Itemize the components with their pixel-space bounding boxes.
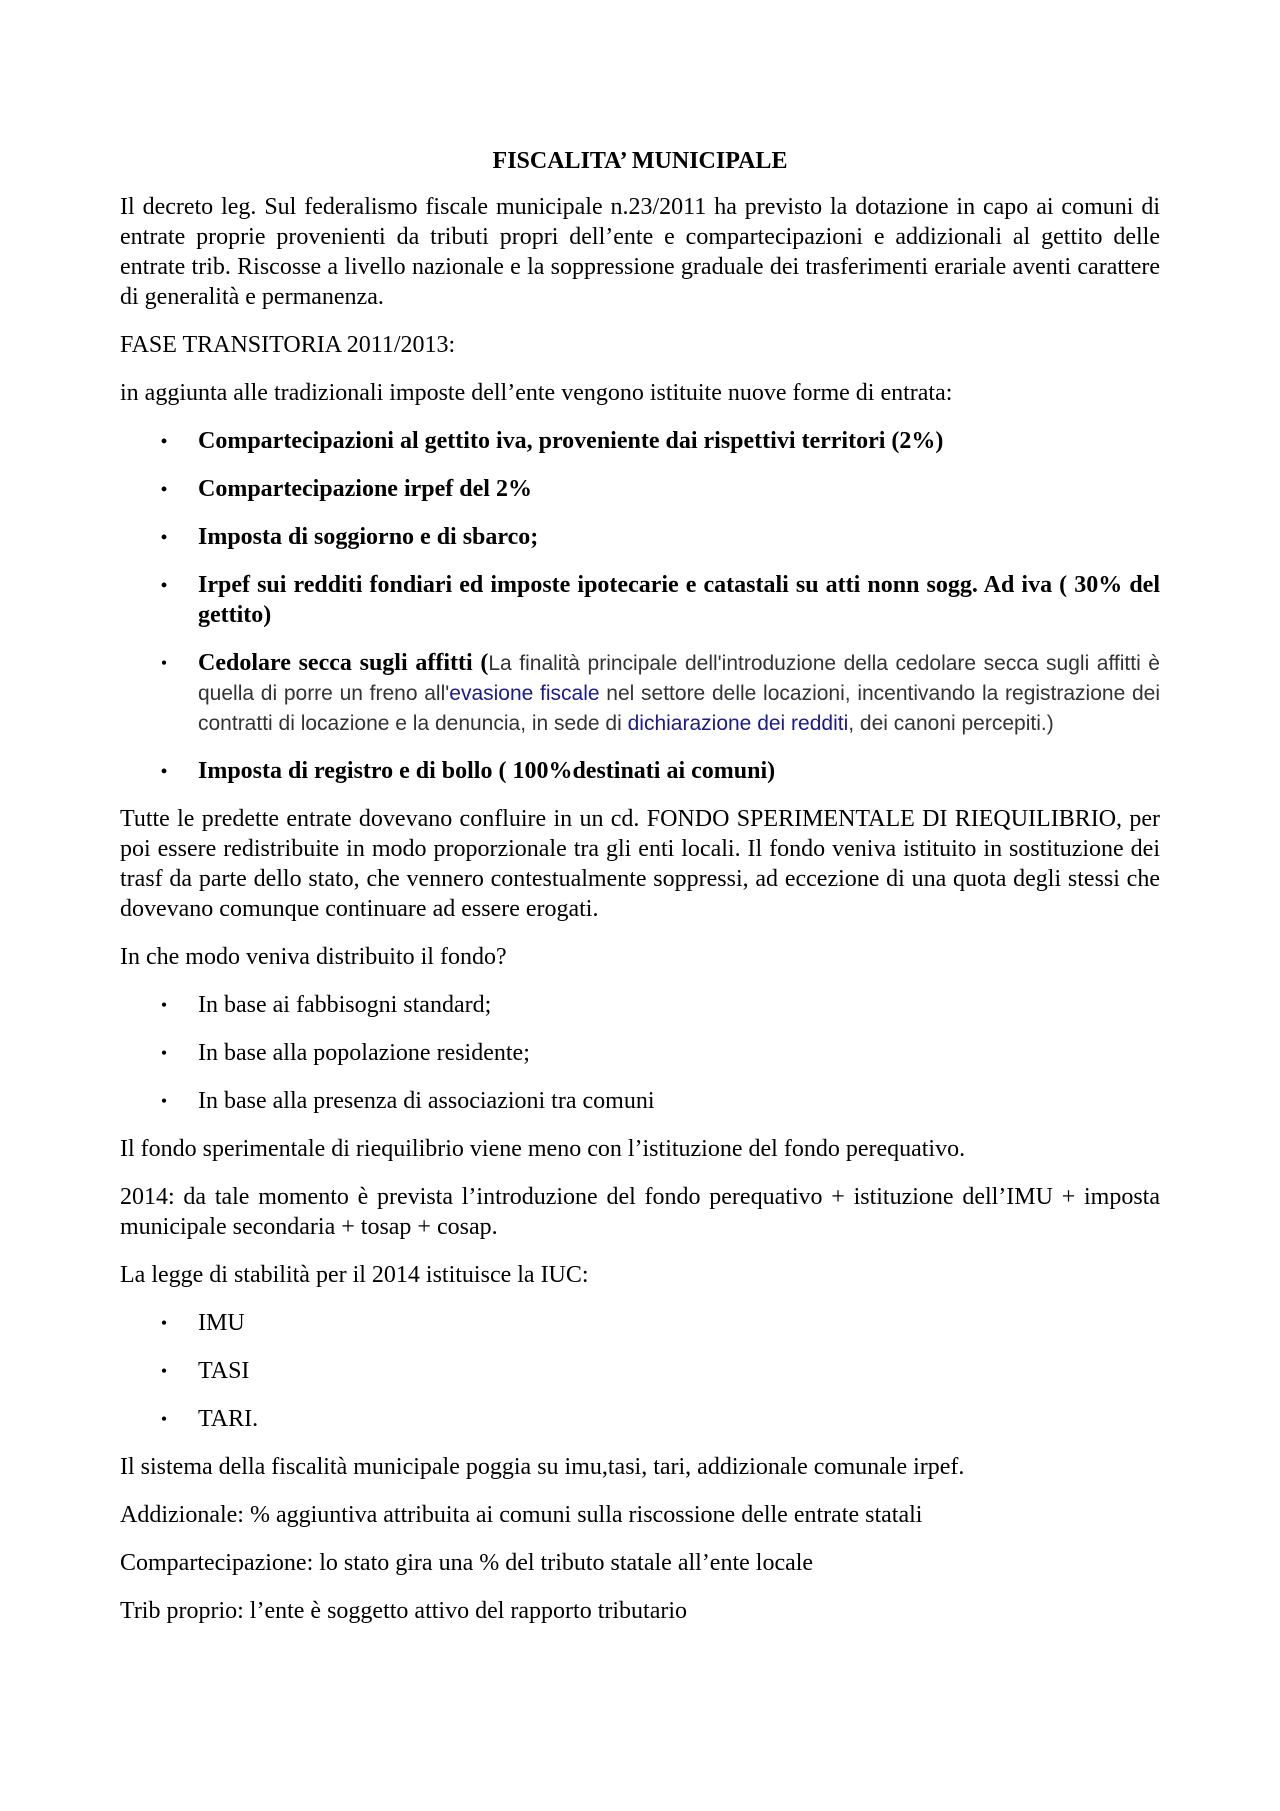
bullet-icon: • <box>160 1043 168 1063</box>
list-item-text: Irpef sui redditi fondiari ed imposte ipotecarie e catastali su atti nonn sogg. Ad iva ( 30% del gettito) <box>198 572 1160 628</box>
intro-paragraph: Il decreto leg. Sul federalismo fiscale municipale n.23/2011 ha previsto la dotazione in capo ai comuni di entrate proprie provenienti da tributi propri dell’ente e compartecipazioni e addizionali al gettito delle entrate trib. Riscosse a livello nazionale e la soppressione graduale dei trasferimenti erariale aventi carattere di generalità e permanenza. <box>120 194 1160 310</box>
bullet-icon: • <box>160 995 168 1015</box>
cedolare-text: La finalità principale dell'introduzione della cedolare secca sugli affitti è quella di porre un freno all' <box>198 652 1160 705</box>
fondo-end-paragraph: Il fondo sperimentale di riequilibrio viene meno con l’istituzione del fondo perequativo. <box>120 1136 966 1162</box>
list-item-text: Imposta di soggiorno e di sbarco; <box>198 524 539 550</box>
list-item-text: In base alla presenza di associazioni tra comuni <box>198 1088 655 1114</box>
list-item-text: Compartecipazione irpef del 2% <box>198 476 532 502</box>
distribution-list <box>120 990 1160 1116</box>
cedolare-text: , dei canoni percepiti.) <box>848 712 1054 735</box>
bullet-icon: • <box>160 761 168 781</box>
list-item <box>120 522 1160 552</box>
list-item-text: TASI <box>198 1358 250 1384</box>
bullet-icon: • <box>160 1313 168 1333</box>
link-evasione-fiscale[interactable]: evasione fiscale <box>449 682 600 705</box>
definition-compartecipazione: Compartecipazione: lo stato gira una % del tributo statale all’ente locale <box>120 1550 814 1576</box>
cedolare-text: nel settore delle locazioni, incentivando la registrazione dei contratti di locazione e la denuncia, in sede di <box>198 682 1160 735</box>
list-item-text: In base alla popolazione residente; <box>198 1040 530 1066</box>
bullet-icon: • <box>160 431 168 451</box>
iuc-list <box>120 1308 1160 1434</box>
fondo-paragraph: Tutte le predette entrate dovevano confluire in un cd. FONDO SPERIMENTALE DI RIEQUILIBRIO, per poi essere redistribuite in modo proporzionale tra gli enti locali. Il fondo veniva istituito in sostituzione dei trasf da parte dello stato, che vennero contestualmente soppressi, ad eccezione di una quota degli stessi che dovevano comunque continuare ad essere erogati. <box>120 806 1160 922</box>
list-item-text: In base ai fabbisogni standard; <box>198 992 492 1018</box>
phase-lead: in aggiunta alle tradizionali imposte dell’ente vengono istituite nuove forme di entrata: <box>120 380 953 406</box>
list-item-text: Imposta di registro e di bollo ( 100%destinati ai comuni) <box>198 758 776 784</box>
list-item <box>120 570 1160 630</box>
definition-trib-proprio: Trib proprio: l’ente è soggetto attivo del rapporto tributario <box>120 1598 687 1624</box>
list-item-text: TARI. <box>198 1406 259 1432</box>
list-item <box>120 1038 1160 1068</box>
iuc-lead: La legge di stabilità per il 2014 istituisce la IUC: <box>120 1262 589 1288</box>
definition-addizionale: Addizionale: % aggiuntiva attribuita ai comuni sulla riscossione delle entrate statali <box>120 1502 923 1528</box>
year-2014-paragraph: 2014: da tale momento è prevista l’introduzione del fondo perequativo + istituzione dell’IMU + imposta municipale secondaria + tosap + cosap. <box>120 1184 1160 1240</box>
list-item <box>120 1356 1160 1386</box>
list-item <box>120 1404 1160 1434</box>
bullet-icon: • <box>160 1091 168 1111</box>
phase-list <box>120 426 1160 786</box>
phase-heading: FASE TRANSITORIA 2011/2013: <box>120 332 456 358</box>
distribution-question: In che modo veniva distribuito il fondo? <box>120 944 507 970</box>
system-paragraph: Il sistema della fiscalità municipale poggia su imu,tasi, tari, addizionale comunale irpef. <box>120 1454 965 1480</box>
list-item-text: IMU <box>198 1310 245 1336</box>
page-title: FISCALITA’ MUNICIPALE <box>492 148 788 174</box>
bullet-icon: • <box>160 1361 168 1381</box>
bullet-icon: • <box>160 527 168 547</box>
list-item <box>120 990 1160 1020</box>
cedolare-title: Cedolare secca sugli affitti ( <box>198 650 489 676</box>
list-item <box>120 756 1160 786</box>
list-item <box>120 1086 1160 1116</box>
document-body <box>120 146 1160 1644</box>
bullet-icon: • <box>160 575 168 595</box>
list-item <box>120 1308 1160 1338</box>
bullet-icon: • <box>160 1409 168 1429</box>
list-item-text: Compartecipazioni al gettito iva, proveniente dai rispettivi territori (2%) <box>198 428 944 454</box>
bullet-icon: • <box>160 479 168 499</box>
list-item <box>120 426 1160 456</box>
list-item <box>120 474 1160 504</box>
bullet-icon: • <box>160 653 168 673</box>
link-dichiarazione-redditi[interactable]: dichiarazione dei redditi <box>627 712 849 735</box>
list-item-cedolare <box>120 648 1160 738</box>
